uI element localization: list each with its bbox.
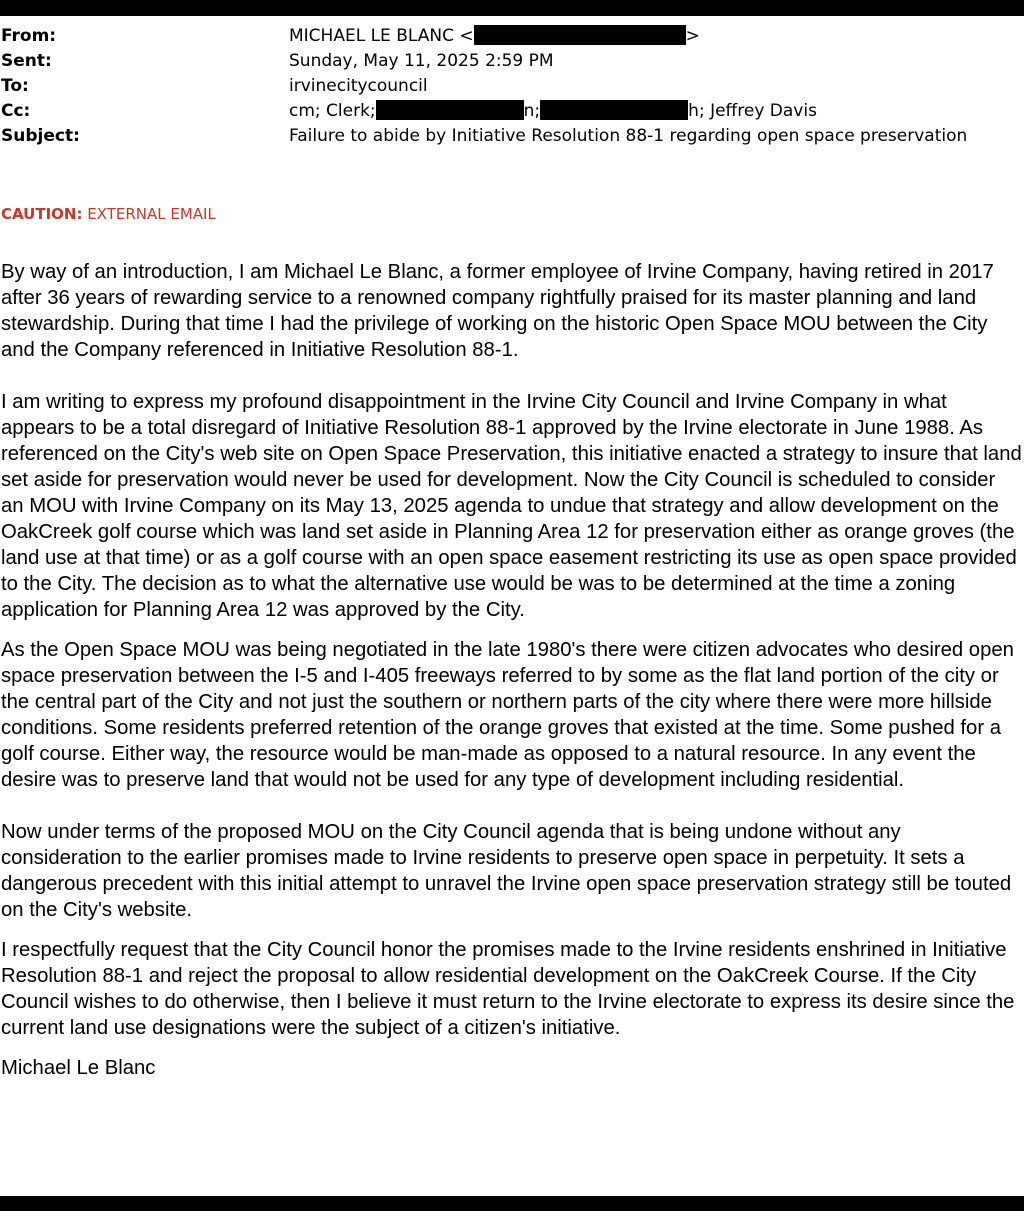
subject-label: Subject:: [1, 126, 80, 146]
header-cc-row: [0, 99, 1024, 123]
redacted-cc-1: [376, 100, 524, 120]
body-paragraph-1: By way of an introduction, I am Michael Le Blanc, a former employee of Irvine Company, having retired in 2017 after 36 years of rewarding service to a renowned company rightfully praised for its master planning and land stewardship. During that time I had the privilege of working on the historic Open Space MOU between the City and the Company referenced in Initiative Resolution 88-1.: [1, 261, 994, 361]
header-to-row: [0, 74, 1024, 98]
header-sent-row: [0, 49, 1024, 73]
body-paragraph-2: I am writing to express my profound disappointment in the Irvine City Council and Irvine Company in what appears to be a total disregard of Initiative Resolution 88-1 approved by the Irvine electorate in June 1988. As referenced on the City's web site on Open Space Preservation, this initiative enacted a strategy to insure that land set aside for preservation would never be used for development. Now the City Council is scheduled to consider an MOU with Irvine Company on its May 13, 2025 agenda to undue that strategy and allow development on the OakCreek golf course which was land set aside in Planning Area 12 for preservation either as orange groves (the land use at that time) or as a golf course with an open space easement restricting its use as open space provided to the City. The decision as to what the alternative use would be was to be determined at the time a zoning application for Planning Area 12 was approved by the City.: [1, 391, 1022, 621]
cc-value: [289, 99, 817, 123]
body-paragraph-4: Now under terms of the proposed MOU on the City Council agenda that is being undone without any consideration to the earlier promises made to Irvine residents to preserve open space in perpetuity. It sets a dangerous precedent with this initial attempt to unravel the Irvine open space preservation strategy still be touted on the City's website.: [1, 821, 1012, 921]
email-body: [1, 259, 1023, 1081]
cc-start: cm; Clerk;: [289, 101, 376, 121]
header-subject-row: [0, 124, 1024, 148]
header-from-row: [0, 24, 1024, 48]
from-sender-end: >: [685, 26, 700, 46]
to-label: To:: [1, 76, 29, 96]
cc-part2: n;: [523, 101, 541, 121]
subject-value: Failure to abide by Initiative Resolution 88-1 regarding open space preservation: [289, 126, 968, 146]
caution-banner: [1, 203, 216, 225]
cc-label: Cc:: [1, 101, 31, 121]
to-value: irvinecitycouncil: [289, 76, 428, 96]
from-value: [289, 24, 700, 48]
caution-label: CAUTION:: [1, 205, 83, 223]
cc-part3: h; Jeffrey Davis: [688, 101, 817, 121]
body-paragraph-5: I respectfully request that the City Council honor the promises made to the Irvine residents enshrined in Initiative Resolution 88-1 and reject the proposal to allow residential development on the OakCreek Course. If the City Council wishes to do otherwise, then I believe it must return to the Irvine electorate to express its desire since the current land use designations were the subject of a citizen's initiative.: [1, 939, 1015, 1039]
redacted-cc-2: [540, 100, 688, 120]
from-label: From:: [1, 26, 57, 46]
signature: Michael Le Blanc: [1, 1057, 156, 1079]
redacted-email: [474, 25, 686, 45]
top-border-bar: [0, 0, 1024, 16]
sent-label: Sent:: [1, 51, 52, 71]
body-paragraph-3: As the Open Space MOU was being negotiated in the late 1980's there were citizen advocates who desired open space preservation between the I-5 and I-405 freeways referred to by some as the flat land portion of the city or the central part of the City and not just the southern or northern parts of the city where there were more hillside conditions. Some residents preferred retention of the orange groves that existed at the time. Some pushed for a golf course. Either way, the resource would be man-made as opposed to a natural resource. In any event the desire was to preserve land that would not be used for any type of development including residential.: [1, 639, 1014, 791]
bottom-border-bar: [0, 1196, 1024, 1211]
from-sender: MICHAEL LE BLANC <: [289, 26, 474, 46]
caution-text: EXTERNAL EMAIL: [82, 205, 216, 223]
sent-value: Sunday, May 11, 2025 2:59 PM: [289, 51, 554, 71]
